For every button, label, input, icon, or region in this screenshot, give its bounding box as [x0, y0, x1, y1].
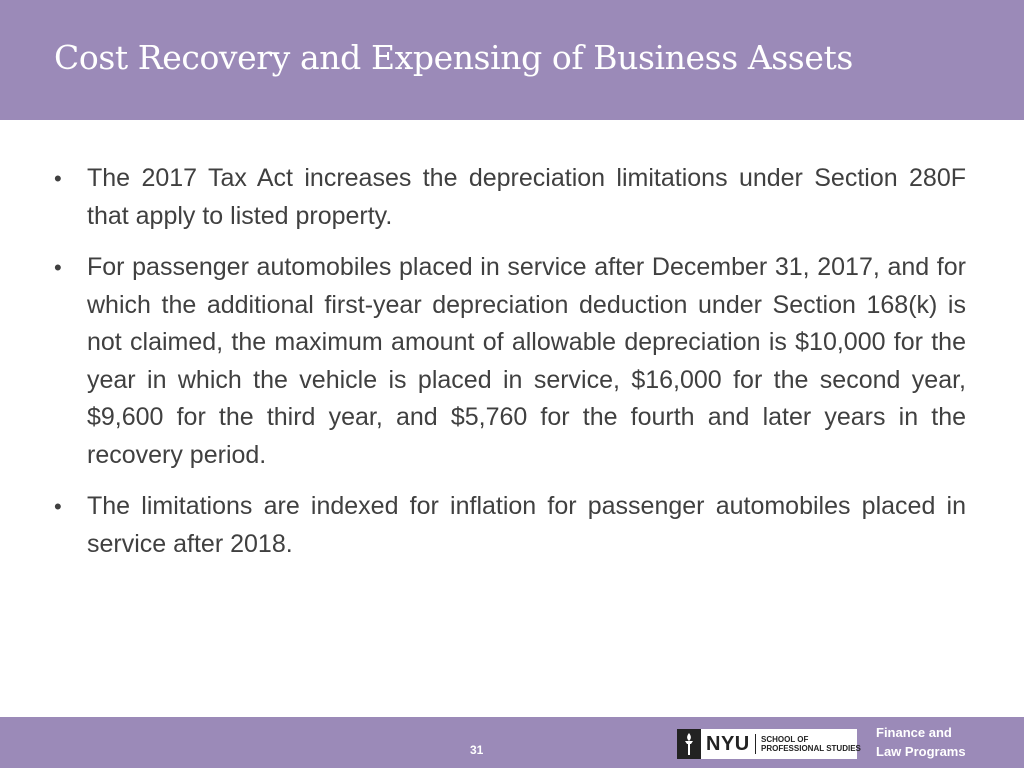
bullet-text: The limitations are indexed for inflation for passenger automobiles placed in service after 2018. — [87, 492, 966, 558]
title-band — [0, 0, 1024, 120]
logo-divider — [755, 734, 756, 754]
logo-nyu-text: NYU — [706, 733, 750, 755]
page-number: 31 — [470, 743, 484, 757]
logo-school-line2: PROFESSIONAL STUDIES — [761, 744, 861, 753]
program-line2: Law Programs — [876, 744, 966, 759]
bullet-icon: • — [54, 166, 62, 191]
bullet-icon: • — [54, 494, 62, 519]
bullet-text: For passenger automobiles placed in service after December 31, 2017, and for which the additional first-year depreciation deduction under Section 168(k) is not claimed, the maximum amount of allowable depreciation is $10,000 for the year in which the vehicle is placed in service, $16,000 for the second year, $9,600 for the third year, and $5,760 for the fourth and later years in the recovery period. — [87, 253, 966, 469]
bullet-text: The 2017 Tax Act increases the depreciation limitations under Section 280F that apply to listed property. — [87, 164, 966, 230]
footer-band — [0, 717, 1024, 768]
slide-content — [54, 160, 966, 577]
program-name — [876, 723, 966, 761]
nyu-torch-icon — [677, 729, 701, 759]
logo-school-text — [761, 735, 861, 753]
bullet-item — [54, 160, 966, 235]
nyu-sps-logo — [677, 729, 861, 759]
program-line1: Finance and — [876, 725, 952, 740]
logo-school-line1: SCHOOL OF — [761, 735, 809, 744]
bullet-item — [54, 249, 966, 474]
slide-title: Cost Recovery and Expensing of Business Assets — [54, 38, 853, 77]
bullet-icon: • — [54, 255, 62, 280]
bullet-item — [54, 488, 966, 563]
